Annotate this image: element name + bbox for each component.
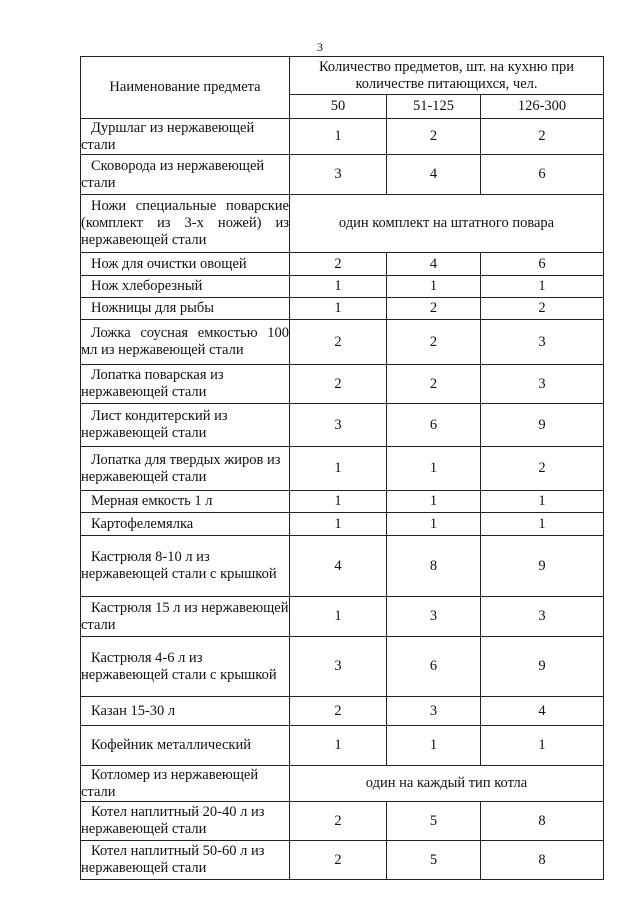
table-row	[81, 195, 604, 253]
header-name: Наименование предмета	[81, 57, 290, 119]
item-qty-50: 1	[290, 119, 387, 155]
item-qty-51-125: 6	[387, 404, 481, 447]
table-row	[81, 597, 604, 637]
item-qty-51-125: 1	[387, 491, 481, 513]
item-name: Нож хлеборезный	[81, 276, 290, 298]
item-qty-126-300: 9	[481, 536, 604, 597]
table-row	[81, 365, 604, 404]
item-qty-50: 3	[290, 404, 387, 447]
item-qty-50: 1	[290, 298, 387, 320]
items-table	[80, 56, 604, 880]
table-body	[81, 119, 604, 880]
header-col-50: 50	[290, 95, 387, 119]
item-name: Кастрюля 4-6 л из нержавеющей стали с крышкой	[81, 637, 290, 697]
table-header	[81, 57, 604, 119]
item-qty-50: 2	[290, 697, 387, 726]
item-qty-126-300: 9	[481, 637, 604, 697]
table-row	[81, 766, 604, 802]
table-row	[81, 536, 604, 597]
item-name: Дуршлаг из нержавеющей стали	[81, 119, 290, 155]
item-qty-51-125: 2	[387, 298, 481, 320]
item-qty-51-125: 4	[387, 253, 481, 276]
item-qty-126-300: 1	[481, 491, 604, 513]
item-name: Кастрюля 15 л из нержавеющей стали	[81, 597, 290, 637]
table-row	[81, 491, 604, 513]
table-row	[81, 802, 604, 841]
table-row	[81, 276, 604, 298]
item-qty-126-300: 4	[481, 697, 604, 726]
item-qty-50: 2	[290, 320, 387, 365]
item-name: Лопатка для твердых жиров из нержавеющей стали	[81, 447, 290, 491]
table-row	[81, 320, 604, 365]
item-qty-126-300: 2	[481, 119, 604, 155]
item-qty-50: 2	[290, 841, 387, 880]
item-qty-50: 1	[290, 597, 387, 637]
item-qty-126-300: 2	[481, 298, 604, 320]
item-qty-50: 3	[290, 155, 387, 195]
table-row	[81, 253, 604, 276]
header-col-126-300: 126-300	[481, 95, 604, 119]
item-qty-51-125: 1	[387, 276, 481, 298]
item-name: Ножи специальные поварские (комплект из 3-х ножей) из нержавеющей стали	[81, 195, 290, 253]
item-qty-50: 2	[290, 253, 387, 276]
item-qty-51-125: 2	[387, 320, 481, 365]
table-row	[81, 447, 604, 491]
item-qty-51-125: 3	[387, 597, 481, 637]
item-qty-51-125: 4	[387, 155, 481, 195]
table-row	[81, 404, 604, 447]
item-qty-51-125: 5	[387, 802, 481, 841]
item-qty-50: 1	[290, 447, 387, 491]
table-row	[81, 841, 604, 880]
item-qty-50: 2	[290, 802, 387, 841]
item-qty-50: 1	[290, 276, 387, 298]
item-qty-51-125: 6	[387, 637, 481, 697]
table-row	[81, 513, 604, 536]
item-qty-50: 3	[290, 637, 387, 697]
item-name: Картофелемялка	[81, 513, 290, 536]
item-name: Лопатка поварская из нержавеющей стали	[81, 365, 290, 404]
item-qty-50: 2	[290, 365, 387, 404]
item-qty-51-125: 5	[387, 841, 481, 880]
item-qty-51-125: 3	[387, 697, 481, 726]
table-row	[81, 155, 604, 195]
item-qty-126-300: 2	[481, 447, 604, 491]
table-row	[81, 697, 604, 726]
item-name: Мерная емкость 1 л	[81, 491, 290, 513]
item-qty-51-125: 1	[387, 726, 481, 766]
item-name: Ножницы для рыбы	[81, 298, 290, 320]
item-name: Сковорода из нержавеющей стали	[81, 155, 290, 195]
item-qty-126-300: 1	[481, 513, 604, 536]
item-qty-126-300: 3	[481, 320, 604, 365]
item-qty-126-300: 1	[481, 276, 604, 298]
item-qty-51-125: 2	[387, 119, 481, 155]
item-name: Кастрюля 8-10 л из нержавеющей стали с крышкой	[81, 536, 290, 597]
item-qty-50: 4	[290, 536, 387, 597]
item-qty-126-300: 1	[481, 726, 604, 766]
header-col-51-125: 51-125	[387, 95, 481, 119]
item-qty-126-300: 8	[481, 841, 604, 880]
item-qty-126-300: 3	[481, 365, 604, 404]
table-row	[81, 726, 604, 766]
item-name: Котломер из нержавеющей стали	[81, 766, 290, 802]
item-qty-50: 1	[290, 726, 387, 766]
page-number: 3	[317, 40, 323, 54]
item-name: Лист кондитерский из нержавеющей стали	[81, 404, 290, 447]
item-qty-126-300: 3	[481, 597, 604, 637]
table-row	[81, 298, 604, 320]
item-qty-126-300: 9	[481, 404, 604, 447]
table-row	[81, 119, 604, 155]
item-qty-merged: один комплект на штатного повара	[290, 195, 604, 253]
item-name: Нож для очистки овощей	[81, 253, 290, 276]
item-qty-merged: один на каждый тип котла	[290, 766, 604, 802]
item-name: Котел наплитный 50-60 л из нержавеющей стали	[81, 841, 290, 880]
item-name: Ложка соусная емкостью 100 мл из нержавеющей стали	[81, 320, 290, 365]
item-qty-51-125: 2	[387, 365, 481, 404]
item-name: Котел наплитный 20-40 л из нержавеющей стали	[81, 802, 290, 841]
item-qty-51-125: 1	[387, 447, 481, 491]
item-qty-51-125: 1	[387, 513, 481, 536]
item-qty-126-300: 6	[481, 155, 604, 195]
item-qty-126-300: 8	[481, 802, 604, 841]
item-name: Кофейник металлический	[81, 726, 290, 766]
item-qty-126-300: 6	[481, 253, 604, 276]
header-group: Количество предметов, шт. на кухню при количестве питающихся, чел.	[290, 57, 604, 95]
table-row	[81, 637, 604, 697]
item-qty-50: 1	[290, 513, 387, 536]
item-qty-51-125: 8	[387, 536, 481, 597]
item-qty-50: 1	[290, 491, 387, 513]
item-name: Казан 15-30 л	[81, 697, 290, 726]
